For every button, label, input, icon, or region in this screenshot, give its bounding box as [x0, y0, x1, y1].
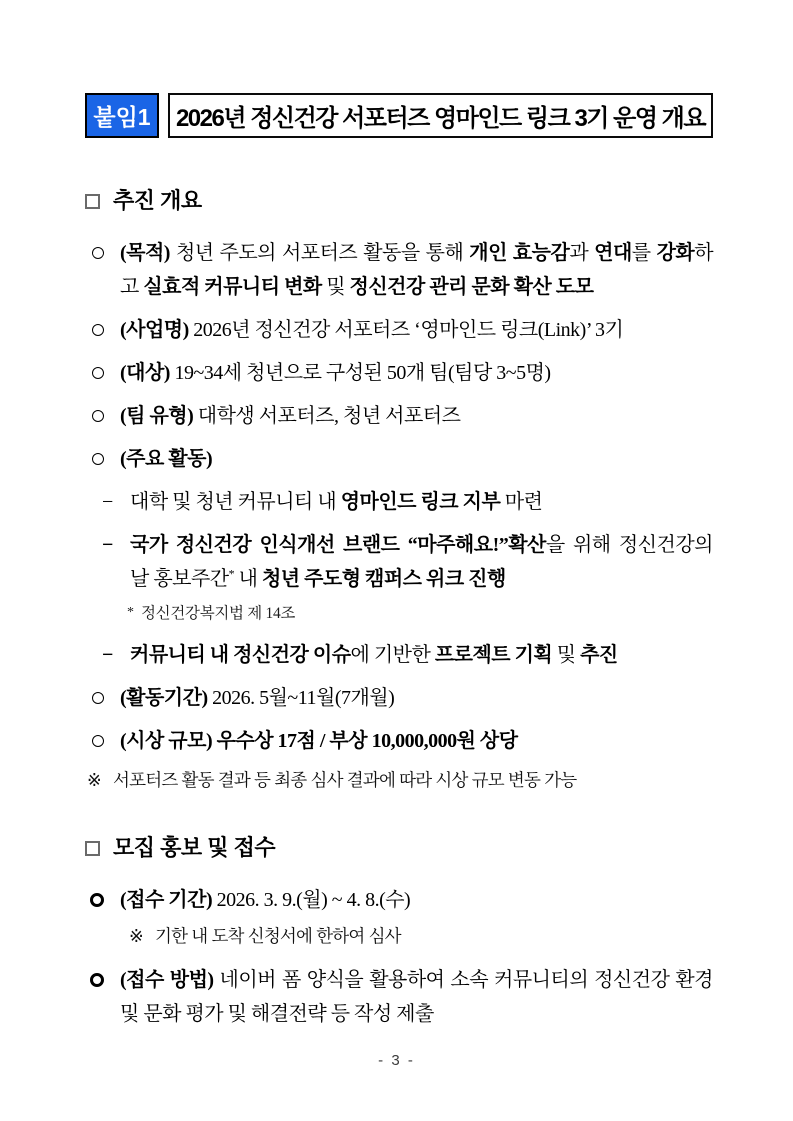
- section-heading-text: 모집 홍보 및 접수: [113, 835, 276, 860]
- item-text: (목적) 청년 주도의 서포터즈 활동을 통해 개인 효능감과 연대를 강화하고 실효적 커뮤니티 변화 및 정신건강 관리 문화 확산 도모: [120, 242, 714, 298]
- circle-bullet-icon: [92, 367, 104, 379]
- list-item-application-period: [85, 883, 713, 917]
- section-heading-recruitment: [85, 831, 713, 865]
- dash-bullet-icon: −: [102, 644, 113, 666]
- circle-bullet-icon: [92, 735, 104, 747]
- item-text: (시상 규모) 우수상 17점 / 부상 10,000,000원 상당: [120, 730, 518, 752]
- item-text: 국가 정신건강 인식개선 브랜드 “마주해요!”확산을 위해 정신건강의 날 홍보주간* 내 청년 주도형 캠퍼스 위크 진행: [130, 534, 713, 590]
- note-deadline: [85, 923, 713, 949]
- item-text: (접수 방법) 네이버 폼 양식을 활용하여 소속 커뮤니티의 정신건강 환경 및 문화 평가 및 해결전략 등 작성 제출: [120, 969, 713, 1025]
- sub-item-project: [85, 638, 713, 672]
- section-heading-text: 추진 개요: [113, 188, 202, 213]
- item-text: (활동기간) 2026. 5월~11월(7개월): [120, 687, 395, 709]
- circle-bullet-icon: [92, 247, 104, 259]
- document-title: 2026년 정신건강 서포터즈 영마인드 링크 3기 운영 개요: [168, 93, 713, 138]
- item-text: 커뮤니티 내 정신건강 이슈에 기반한 프로젝트 기획 및 추진: [130, 644, 618, 666]
- note-award-change: [85, 767, 713, 793]
- reference-mark-icon: ※: [87, 770, 101, 790]
- circle-bullet-icon: [92, 453, 104, 465]
- sub-item-brand-campaign: [85, 528, 713, 596]
- list-item-team-type: [85, 399, 713, 433]
- attachment-badge: 붙임1: [85, 93, 159, 138]
- list-item-application-method: [85, 963, 713, 1031]
- square-bullet-icon: [85, 194, 100, 209]
- reference-mark-icon: ※: [129, 926, 143, 946]
- circle-bullet-icon: [92, 410, 104, 422]
- dash-bullet-icon: −: [102, 491, 113, 513]
- list-item-project-name: [85, 313, 713, 347]
- section-heading-overview: [85, 184, 713, 218]
- item-text: (대상) 19~34세 청년으로 구성된 50개 팀(팀당 3~5명): [120, 362, 551, 384]
- item-text: (사업명) 2026년 정신건강 서포터즈 ‘영마인드 링크(Link)’ 3기: [120, 319, 624, 341]
- page-number: - 3 -: [378, 1052, 415, 1069]
- dash-bullet-icon: −: [102, 534, 113, 556]
- document-header: [85, 93, 713, 138]
- item-text: (접수 기간) 2026. 3. 9.(월) ~ 4. 8.(수): [120, 889, 411, 911]
- circle-bullet-icon: [90, 973, 104, 987]
- item-text: 대학 및 청년 커뮤니티 내 영마인드 링크 지부 마련: [130, 491, 543, 513]
- list-item-period: [85, 681, 713, 715]
- circle-bullet-icon: [92, 324, 104, 336]
- note-text: 기한 내 도착 신청서에 한하여 심사: [155, 926, 401, 946]
- circle-bullet-icon: [90, 893, 104, 907]
- sub-item-branch: [85, 485, 713, 519]
- asterisk-icon: *: [127, 605, 134, 620]
- list-item-purpose: [85, 236, 713, 304]
- list-item-main-activities: [85, 442, 713, 476]
- footnote-text: 정신건강복지법 제 14조: [141, 605, 296, 622]
- list-item-target: [85, 356, 713, 390]
- item-text: (팀 유형) 대학생 서포터즈, 청년 서포터즈: [120, 405, 461, 427]
- item-text: (주요 활동): [120, 448, 213, 470]
- footnote-law: [85, 603, 713, 625]
- square-bullet-icon: [85, 841, 100, 856]
- circle-bullet-icon: [92, 692, 104, 704]
- note-text: 서포터즈 활동 결과 등 최종 심사 결과에 따라 시상 규모 변동 가능: [113, 770, 577, 790]
- list-item-awards: [85, 724, 713, 758]
